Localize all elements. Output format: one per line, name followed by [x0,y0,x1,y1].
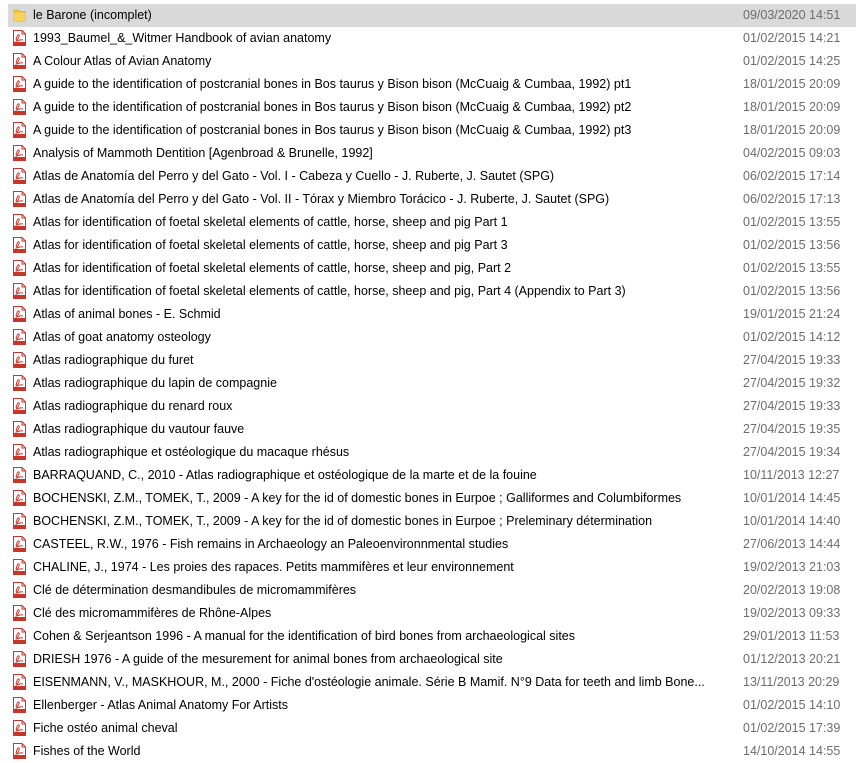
date-modified: 27/06/2013 14:44 [743,537,841,551]
date-modified: 01/12/2013 20:21 [743,652,841,666]
file-name: A guide to the identification of postcranial bones in Bos taurus y Bison bison (McCuaig & Cumbaa, 1992) pt3 [33,123,632,137]
file-name: Atlas for identification of foetal skeletal elements of cattle, horse, sheep and pig, Part 2 [33,261,512,275]
file-name: DRIESH 1976 - A guide of the mesurement for animal bones from archaeological site [33,652,503,666]
file-row[interactable] [8,441,856,464]
file-row[interactable] [8,464,856,487]
file-row[interactable] [8,73,856,96]
file-name: Atlas of animal bones - E. Schmid [33,307,221,321]
file-row[interactable] [8,142,856,165]
file-name: Clé des micromammifères de Rhône-Alpes [33,606,272,620]
date-modified: 01/02/2015 13:56 [743,238,841,252]
date-modified: 14/10/2014 14:55 [743,744,841,758]
file-name: BOCHENSKI, Z.M., TOMEK, T., 2009 - A key for the id of domestic bones in Eurpoe ; Galliformes and Columbiformes [33,491,682,505]
file-row[interactable] [8,533,856,556]
file-name: BARRAQUAND, C., 2010 - Atlas radiographique et ostéologique de la marte et de la fouine [33,468,537,482]
file-name: Cohen & Serjeantson 1996 - A manual for the identification of bird bones from archaeological sites [33,629,575,643]
file-name: BOCHENSKI, Z.M., TOMEK, T., 2009 - A key for the id of domestic bones in Eurpoe ; Preleminary détermination [33,514,653,528]
date-modified: 01/02/2015 14:25 [743,54,841,68]
file-name: Clé de détermination desmandibules de micromammifères [33,583,357,597]
file-name: Atlas for identification of foetal skeletal elements of cattle, horse, sheep and pig Part 3 [33,238,508,252]
file-name: Atlas of goat anatomy osteology [33,330,211,344]
date-modified: 27/04/2015 19:33 [743,399,841,413]
file-name: A Colour Atlas of Avian Anatomy [33,54,212,68]
file-row[interactable] [8,257,856,280]
date-modified: 27/04/2015 19:34 [743,445,841,459]
date-modified: 18/01/2015 20:09 [743,100,841,114]
file-name: A guide to the identification of postcranial bones in Bos taurus y Bison bison (McCuaig & Cumbaa, 1992) pt2 [33,100,632,114]
file-name: CASTEEL, R.W., 1976 - Fish remains in Archaeology an Paleoenvironnmental studies [33,537,509,551]
date-modified: 27/04/2015 19:32 [743,376,841,390]
file-row[interactable] [8,418,856,441]
file-row[interactable] [8,211,856,234]
file-name: Atlas de Anatomía del Perro y del Gato - Vol. II - Tórax y Miembro Torácico - J. Ruberte, J. Sautet (SPG) [33,192,610,206]
date-modified: 01/02/2015 13:56 [743,284,841,298]
file-row[interactable] [8,579,856,602]
file-row[interactable] [8,349,856,372]
date-modified: 19/02/2013 21:03 [743,560,841,574]
date-modified: 01/02/2015 13:55 [743,261,841,275]
file-row[interactable] [8,510,856,533]
date-modified: 09/03/2020 14:51 [743,8,841,22]
file-row[interactable] [8,671,856,694]
file-name: le Barone (incomplet) [33,8,152,22]
date-modified: 01/02/2015 17:39 [743,721,841,735]
file-row[interactable] [8,395,856,418]
date-modified: 06/02/2015 17:14 [743,169,841,183]
file-name: Atlas de Anatomía del Perro y del Gato - Vol. I - Cabeza y Cuello - J. Ruberte, J. Sautet (SPG) [33,169,555,183]
file-row[interactable] [8,234,856,257]
file-row[interactable] [8,280,856,303]
file-row[interactable] [8,648,856,671]
date-modified: 13/11/2013 20:29 [743,675,840,689]
file-row[interactable] [8,602,856,625]
date-modified: 29/01/2013 11:53 [743,629,840,643]
file-row[interactable] [8,119,856,142]
date-modified: 10/01/2014 14:45 [743,491,841,505]
file-row[interactable] [8,694,856,717]
file-name: Atlas for identification of foetal skeletal elements of cattle, horse, sheep and pig, Part 4 (Appendix to Part 3) [33,284,626,298]
date-modified: 04/02/2015 09:03 [743,146,841,160]
date-modified: 20/02/2013 19:08 [743,583,841,597]
date-modified: 06/02/2015 17:13 [743,192,841,206]
file-row[interactable] [8,556,856,579]
file-row[interactable] [8,372,856,395]
file-name: Atlas radiographique et ostéologique du macaque rhésus [33,445,350,459]
file-name: Atlas radiographique du furet [33,353,194,367]
date-modified: 19/02/2013 09:33 [743,606,841,620]
file-row[interactable] [8,27,856,50]
file-name: Analysis of Mammoth Dentition [Agenbroad & Brunelle, 1992] [33,146,373,160]
file-name: Atlas for identification of foetal skeletal elements of cattle, horse, sheep and pig Part 1 [33,215,508,229]
file-name: Fiche ostéo animal cheval [33,721,178,735]
file-row[interactable] [8,188,856,211]
date-modified: 27/04/2015 19:33 [743,353,841,367]
date-modified: 10/11/2013 12:27 [743,468,840,482]
file-name: A guide to the identification of postcranial bones in Bos taurus y Bison bison (McCuaig & Cumbaa, 1992) pt1 [33,77,632,91]
file-name: Atlas radiographique du renard roux [33,399,233,413]
file-name: 1993_Baumel_&_Witmer Handbook of avian anatomy [33,31,332,45]
file-name: EISENMANN, V., MASKHOUR, M., 2000 - Fiche d'ostéologie animale. Série B Mamif. N°9 Data for teeth and limb Bone... [33,675,705,689]
date-modified: 18/01/2015 20:09 [743,123,841,137]
file-name: Fishes of the World [33,744,141,758]
file-row[interactable] [8,326,856,349]
file-row[interactable] [8,717,856,740]
file-row[interactable] [8,740,856,763]
file-list [8,4,856,763]
date-modified: 01/02/2015 13:55 [743,215,841,229]
file-row[interactable] [8,165,856,188]
folder-row[interactable] [8,4,856,27]
date-modified: 01/02/2015 14:21 [743,31,841,45]
file-name: Atlas radiographique du vautour fauve [33,422,245,436]
date-modified: 27/04/2015 19:35 [743,422,841,436]
date-modified: 19/01/2015 21:24 [743,307,841,321]
file-name: CHALINE, J., 1974 - Les proies des rapaces. Petits mammifères et leur environnement [33,560,514,574]
file-row[interactable] [8,487,856,510]
date-modified: 01/02/2015 14:12 [743,330,841,344]
file-name: Ellenberger - Atlas Animal Anatomy For Artists [33,698,288,712]
file-row[interactable] [8,625,856,648]
file-name: Atlas radiographique du lapin de compagnie [33,376,277,390]
file-row[interactable] [8,96,856,119]
date-modified: 18/01/2015 20:09 [743,77,841,91]
file-row[interactable] [8,50,856,73]
date-modified: 01/02/2015 14:10 [743,698,841,712]
date-modified: 10/01/2014 14:40 [743,514,841,528]
file-row[interactable] [8,303,856,326]
